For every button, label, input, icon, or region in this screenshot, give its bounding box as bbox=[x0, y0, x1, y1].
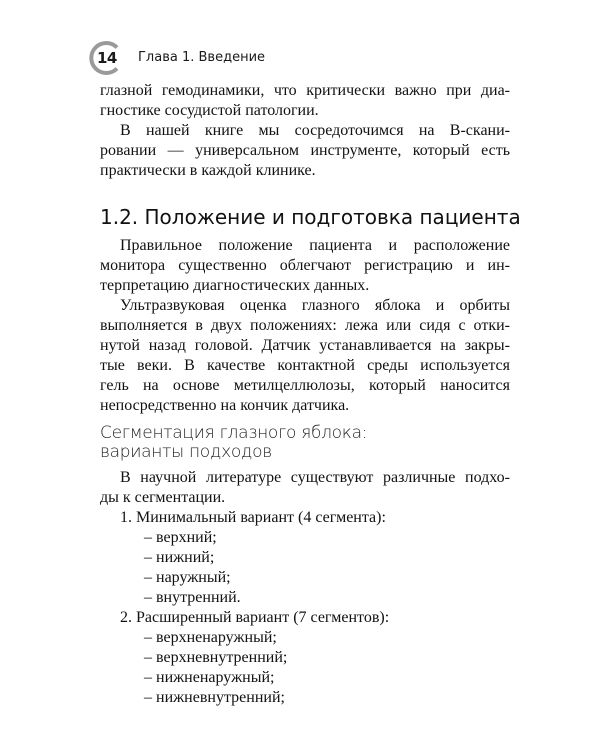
text-line: гностике сосудистой патологии. bbox=[100, 102, 319, 119]
text-line: непосредственно на кончик датчика. bbox=[100, 397, 350, 414]
page-number-badge bbox=[88, 41, 122, 75]
text-line: гель на основе метилцеллюлозы, который наносится bbox=[100, 377, 510, 394]
text-line: В научной литературе существуют различные подхо- bbox=[120, 469, 510, 486]
text-line: В нашей книге мы сосредоточимся на B-скани- bbox=[120, 122, 510, 139]
text-line: ды к сегментации. bbox=[100, 489, 226, 506]
chapter-title: Глава 1. Введение bbox=[138, 50, 266, 65]
subsection-heading-line-1: Сегментация глазного яблока: bbox=[100, 423, 368, 443]
text-line: монитора существенно облегчают регистрацию и ин- bbox=[100, 257, 510, 274]
list-item: – нижневнутренний; bbox=[144, 689, 285, 706]
text-line: выполняется в двух положениях: лежа или сидя с отки- bbox=[100, 317, 510, 334]
text-line: нутой назад головой. Датчик устанавливается на закры- bbox=[100, 337, 510, 354]
text-line: ровании — универсальном инструменте, который есть bbox=[100, 142, 510, 159]
text-line: практически в каждой клинике. bbox=[100, 162, 316, 179]
text-line: Правильное положение пациента и расположение bbox=[120, 237, 510, 254]
list-item: – внутренний. bbox=[144, 589, 241, 606]
list-item: – верхневнутренний; bbox=[144, 649, 288, 666]
text-line: тые веки. В качестве контактной среды используется bbox=[100, 357, 510, 374]
list-item: – верхненаружный; bbox=[144, 629, 277, 646]
list-item-label: 2. Расширенный вариант (7 сегментов): bbox=[120, 609, 390, 626]
list-item: – наружный; bbox=[144, 569, 231, 586]
list-item: – нижненаружный; bbox=[144, 669, 275, 686]
list-item: – верхний; bbox=[144, 529, 217, 546]
list-item: – нижний; bbox=[144, 549, 215, 566]
section-heading: 1.2. Положение и подготовка пациента bbox=[100, 205, 521, 229]
text-line: глазной гемодинамики, что критически важно при диа- bbox=[100, 82, 510, 99]
text-line: Ультразвуковая оценка глазного яблока и орбиты bbox=[120, 297, 510, 314]
text-line: терпретацию диагностических данных. bbox=[100, 277, 370, 294]
subsection-heading-line-2: варианты подходов bbox=[100, 442, 272, 462]
list-item-label: 1. Минимальный вариант (4 сегмента): bbox=[120, 509, 386, 526]
page-number: 14 bbox=[97, 49, 117, 67]
